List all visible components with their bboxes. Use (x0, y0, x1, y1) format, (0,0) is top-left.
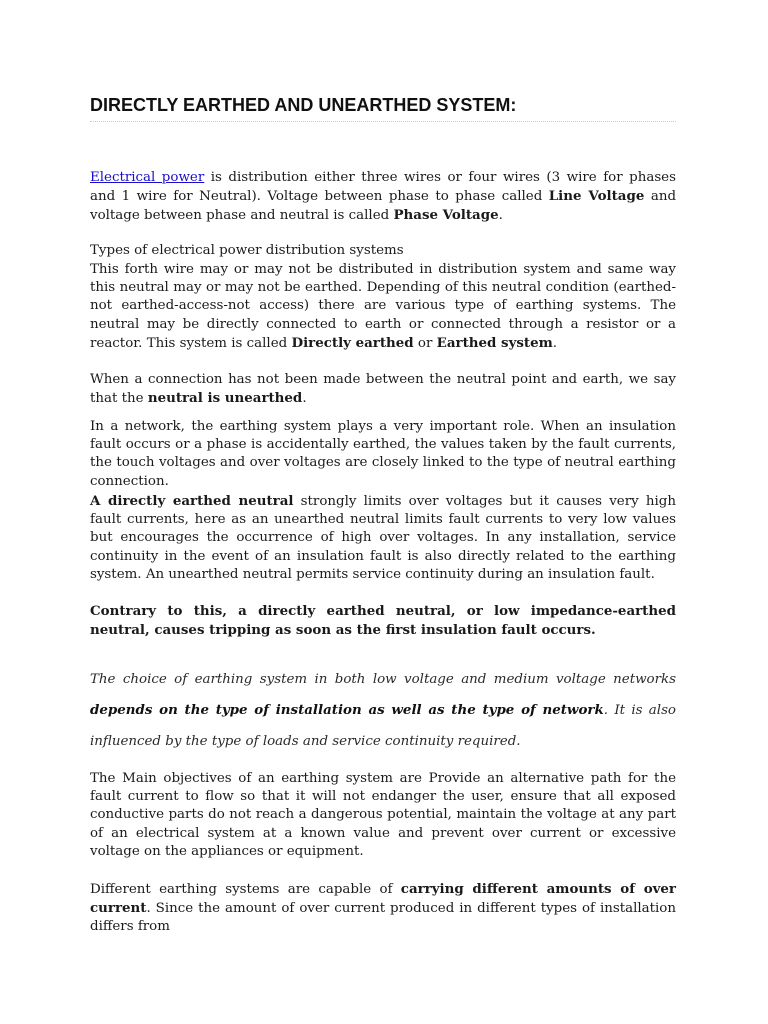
paragraph-main-objectives: The Main objectives of an earthing system are Provide an alternative path for the fault current to flow so that it will not endanger the user, ensure that all exposed conductive parts do not reach a dangerous potential, maintain the voltage at any part of an electrical system at a known value and prevent over current or excessive voltage on the appliances or equipment. (90, 771, 676, 859)
paragraph-contrary: Contrary to this, a directly earthed neutral, or low impedance-earthed neutral, causes tripping as soon as the first insulation fault occurs. (90, 603, 676, 639)
paragraph-choice-of-earthing: The choice of earthing system in both low voltage and medium voltage networks depends on the type of installation as well as the type of network. It is also influenced by the type of loads and service continuity required. (90, 672, 676, 749)
paragraph-electrical-power: Electrical power is distribution either three wires or four wires (3 wire for phases and 1 wire for Neutral). Voltage between phase to phase called Line Voltage and voltage between phase and neutral is called Phase Voltage. (90, 170, 677, 224)
paragraph-different-systems: Different earthing systems are capable of carrying different amounts of over current. Since the amount of over current produced in different types of installation differs from (90, 881, 676, 935)
page-title: DIRECTLY EARTHED AND UNEARTHED SYSTEM: (90, 95, 517, 115)
electrical-power-link[interactable]: Electrical power (90, 170, 205, 185)
title-divider (90, 121, 676, 122)
paragraph-directly-earthed-neutral: A directly earthed neutral strongly limits over voltages but it causes very high fault currents, here as an unearthed neutral limits fault currents to very low values but encourages the occurrence of high over voltages. In any installation, service continuity in the event of an insulation fault is also directly related to the earthing system. An unearthed neutral permits service continuity during an insulation fault. (90, 493, 676, 582)
paragraph-forth-wire: This forth wire may or may not be distributed in distribution system and same way this neutral may or may not be earthed. Depending of this neutral condition (earthed-not earthed-access-not access) there are various type of earthing systems. The neutral may be directly connected to earth or connected through a resistor or a reactor. This system is called Directly earthed or Earthed system. (90, 262, 676, 351)
paragraph-network-role: In a network, the earthing system plays a very important role. When an insulation fault occurs or a phase is accidentally earthed, the values taken by the fault currents, the touch voltages and over voltages are closely linked to the type of neutral earthing connection. (90, 419, 676, 489)
paragraph-types-heading: Types of electrical power distribution systems (90, 243, 404, 258)
paragraph-unearthed: When a connection has not been made between the neutral point and earth, we say that the neutral is unearthed. (90, 372, 676, 407)
